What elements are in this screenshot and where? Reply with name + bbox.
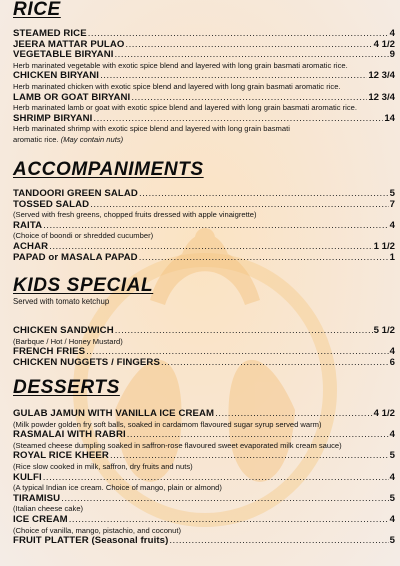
menu-item: LAMB OR GOAT BIRYANI ..... 12 3/4 [13,93,395,104]
item-description: aromatic rice. (May contain nuts) [13,134,124,144]
menu-item: TANDOORI GREEN SALAD ..... 5 [13,189,395,200]
item-description: (Rice slow cooked in milk, saffron, dry fruits and nuts) [13,461,193,471]
menu-item: RAITA ..... 4 [13,221,395,232]
rice-section [13,0,395,146]
item-description: (Steamed cheese dumpling soaked in saffron-rose flavoured sweet evaporated milk cream sauce) [13,440,342,450]
section-title-kids: KIDS SPECIAL [13,275,154,296]
kids-section [13,276,395,368]
desserts-section [13,378,395,547]
item-description: (Served with fresh greens, chopped fruits dressed with apple vinaigrette) [13,210,257,220]
menu-item: FRUIT PLATTER (Seasonal fruits) ..... 5 [13,536,395,547]
menu-item: TOSSED SALAD ..... 7 [13,200,395,211]
item-description: Herb marinated lamb or goat with exotic spice blend and layered with long grain basmati aromatic rice. [13,103,357,113]
item-description: (Choice of boondi or shredded cucumber) [13,231,154,241]
item-description: Herb marinated shrimp with exotic spice blend and layered with long grain basmati [13,124,290,134]
menu-item: JEERA MATTAR PULAO ..... 4 1/2 [13,40,395,51]
item-description: (A typical Indian ice cream. Choice of mango, plain or almond) [13,483,222,493]
menu-item: RASMALAI WITH RABRI ..... 4 [13,430,395,441]
menu-item: FRENCH FRIES ..... 4 [13,347,395,358]
menu-item: ACHAR ..... 1 1/2 [13,242,395,253]
section-note: Served with tomato ketchup [13,297,110,306]
menu-item: CHICKEN NUGGETS / FINGERS ..... 6 [13,358,395,369]
menu-item: SHRIMP BIRYANI ..... 14 [13,114,395,125]
menu-item: VEGETABLE BIRYANI ..... 9 [13,50,395,61]
menu-item: GULAB JAMUN WITH VANILLA ICE CREAM ..... 4 1/2 [13,409,395,420]
section-title-rice: RICE [13,0,61,20]
menu-item: ROYAL RICE KHEER ..... 5 [13,451,395,462]
menu-item: PAPAD or MASALA PAPAD ..... 1 [13,253,395,264]
item-description: (Italian cheese cake) [13,504,84,514]
accompaniments-section [13,160,395,263]
section-title-desserts: DESSERTS [13,377,120,398]
section-title-accompaniments: ACCOMPANIMENTS [13,159,204,180]
menu-item: TIRAMISU ..... 5 [13,494,395,505]
item-description: Herb marinated vegetable with exotic spice blend and layered with long grain basmati aromatic rice. [13,60,348,70]
menu-item: STEAMED RICE ..... 4 [13,29,395,40]
menu-item: KULFI ..... 4 [13,473,395,484]
menu-item: CHICKEN SANDWICH ..... 5 1/2 [13,326,395,337]
menu-item: ICE CREAM ..... 4 [13,515,395,526]
item-description: (Barbque / Hot / Honey Mustard) [13,336,123,346]
menu-item: CHICKEN BIRYANI ..... 12 3/4 [13,71,395,82]
item-description: (Choice of vanilla, mango, pistachio, and coconut) [13,525,182,535]
item-description: Herb marinated chicken with exotic spice blend and layered with long grain basmati aromatic rice. [13,81,341,91]
item-description: (Milk powder golden fry soft balls, soaked in cardamom flavoured sugar syrup served warm) [13,419,322,429]
